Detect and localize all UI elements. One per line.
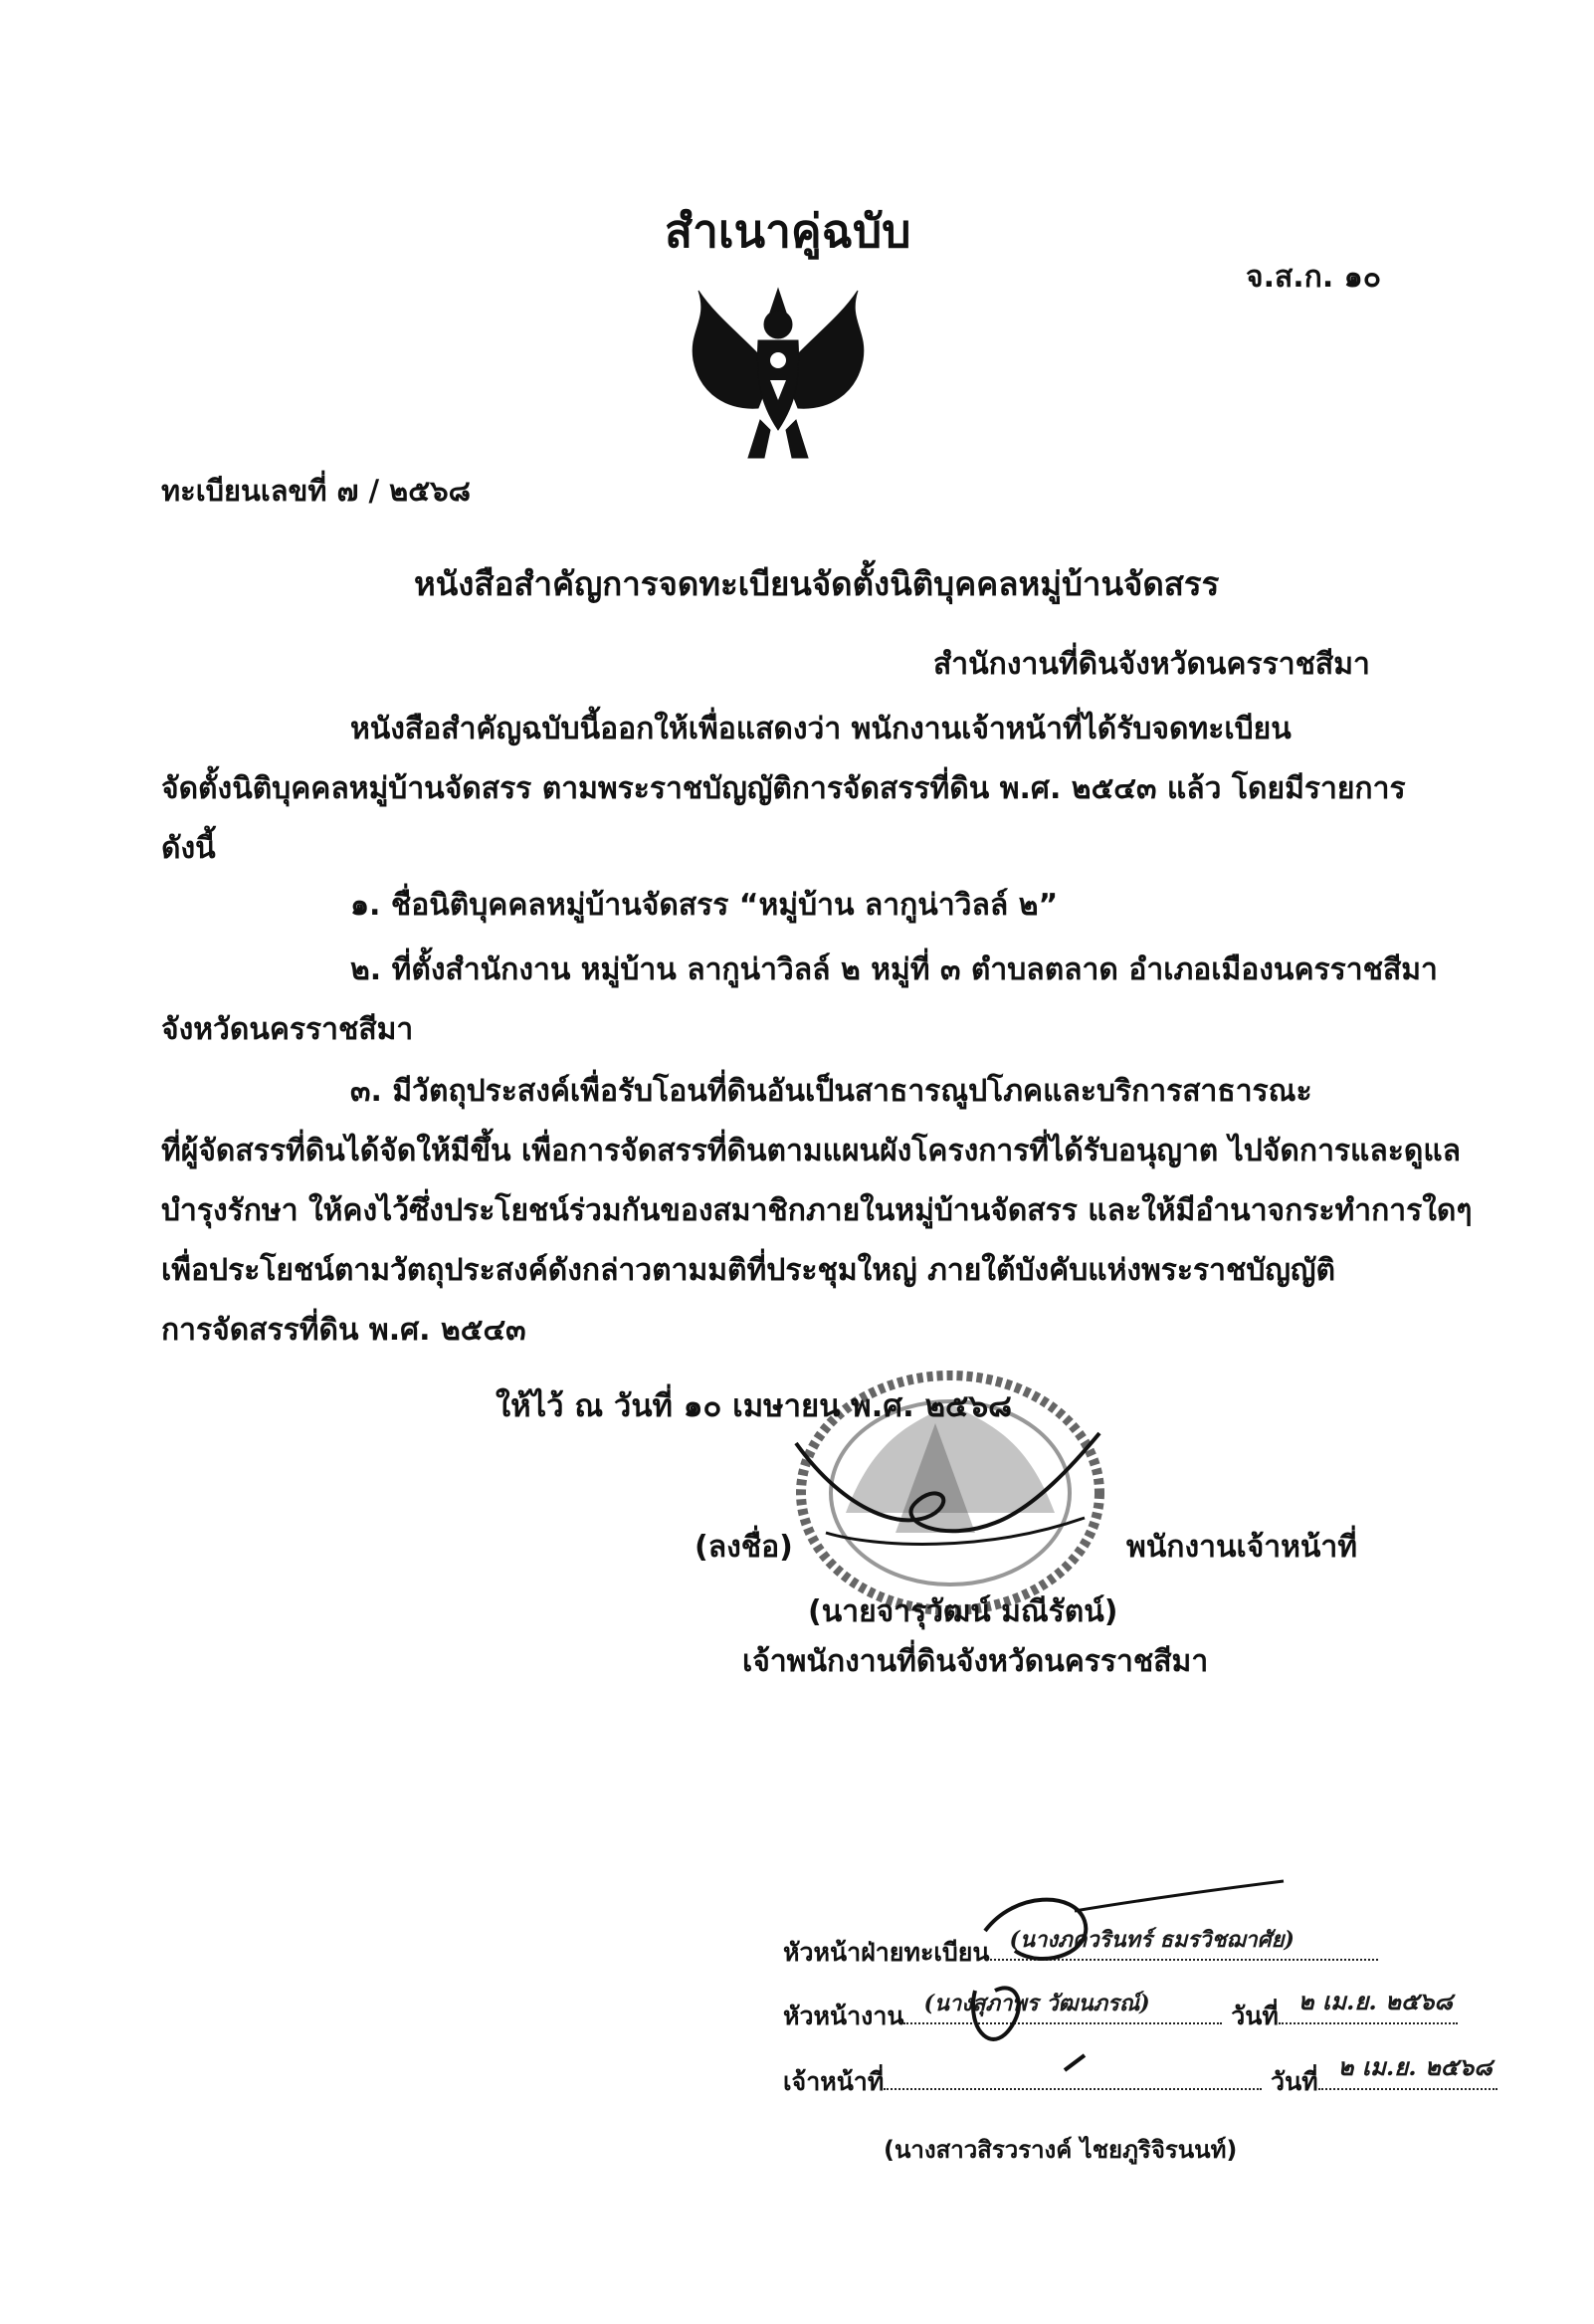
clerk-name: (นางสาวสิรวรางค์ ไชยภูริจิรนนท์)	[884, 2136, 1238, 2164]
copy-title: สำเนาคู่ฉบับ	[665, 204, 911, 258]
intro-line-1: หนังสือสำคัญฉบับนี้ออกให้เพื่อแสดงว่า พนักงานเจ้าหน้าที่ได้รับจดทะเบียน	[350, 712, 1292, 746]
footer-row-1-value: (นางภควรินทร์ ธมรวิชฌาศัย)	[1009, 1927, 1295, 1953]
official-role: พนักงานเจ้าหน้าที่	[1126, 1530, 1358, 1565]
form-code: จ.ส.ก. ๑๐	[1246, 260, 1382, 295]
footer-row-3-label: เจ้าหน้าที่	[783, 2067, 885, 2096]
footer-row-2-date-label: วันที่	[1231, 2002, 1279, 2030]
footer-row-3-date-label: วันที่	[1271, 2067, 1318, 2096]
item-3-line-1: ๓. มีวัตถุประสงค์เพื่อรับโอนที่ดินอันเป็นสาธารณูปโภคและบริการสาธารณะ	[350, 1074, 1312, 1109]
sign-label: (ลงชื่อ)	[695, 1530, 793, 1565]
item-1: ๑. ชื่อนิติบุคคลหมู่บ้านจัดสรร “หมู่บ้าน ลากูน่าวิลล์ ๒”	[350, 888, 1059, 923]
footer-row-3-date: ๒ เม.ย. ๒๕๖๘	[1337, 2052, 1493, 2081]
item-3-line-3: บำรุงรักษา ให้คงไว้ซึ่งประโยชน์ร่วมกันของสมาชิกภายในหมู่บ้านจัดสรร และให้มีอำนาจกระทำการใดๆ	[161, 1193, 1473, 1228]
footer-row-1-label: หัวหน้าฝ่ายทะเบียน	[783, 1938, 990, 1967]
footer-row-2-label: หัวหน้างาน	[783, 2002, 904, 2030]
signer-name: (นายจารุวัฒน์ มณีรัตน์)	[808, 1594, 1118, 1629]
garuda-emblem	[679, 281, 878, 470]
item-2-line-2: จังหวัดนครราชสีมา	[161, 1012, 414, 1047]
document-title: หนังสือสำคัญการจดทะเบียนจัดตั้งนิติบุคคลหมู่บ้านจัดสรร	[414, 564, 1220, 603]
intro-line-2: จัดตั้งนิติบุคคลหมู่บ้านจัดสรร ตามพระราชบัญญัติการจัดสรรที่ดิน พ.ศ. ๒๕๔๓ แล้ว โดยมีรายการ	[161, 771, 1406, 806]
intro-line-3: ดังนี้	[161, 831, 216, 866]
issuing-office: สำนักงานที่ดินจังหวัดนครราชสีมา	[933, 647, 1370, 682]
footer-row-2-date: ๒ เม.ย. ๒๕๖๘	[1297, 1987, 1453, 2015]
registration-number: ทะเบียนเลขที่ ๗ / ๒๕๖๘	[161, 474, 471, 508]
item-2-line-1: ๒. ที่ตั้งสำนักงาน หมู่บ้าน ลากูน่าวิลล์ ๒ หมู่ที่ ๓ ตำบลตลาด อำเภอเมืองนครราชสีมา	[350, 952, 1438, 987]
footer-row-2-value: (นางสุภาพร วัฒนภรณ์)	[923, 1991, 1150, 2016]
signer-position: เจ้าพนักงานที่ดินจังหวัดนครราชสีมา	[742, 1644, 1209, 1679]
footer-initials	[955, 1871, 1294, 2100]
item-3-line-2: ที่ผู้จัดสรรที่ดินได้จัดให้มีขึ้น เพื่อการจัดสรรที่ดินตามแผนผังโครงการที่ได้รับอนุญาต ไปจัดการและดูแล	[161, 1134, 1462, 1168]
given-date: ให้ไว้ ณ วันที่ ๑๐ เมษายน พ.ศ. ๒๕๖๘	[496, 1388, 1013, 1424]
item-3-line-4: เพื่อประโยชน์ตามวัตถุประสงค์ดังกล่าวตามมติที่ประชุมใหญ่ ภายใต้บังคับแห่งพระราชบัญญัติ	[161, 1253, 1335, 1288]
handwritten-signature	[786, 1423, 1114, 1573]
item-3-line-5: การจัดสรรที่ดิน พ.ศ. ๒๕๔๓	[161, 1313, 526, 1348]
